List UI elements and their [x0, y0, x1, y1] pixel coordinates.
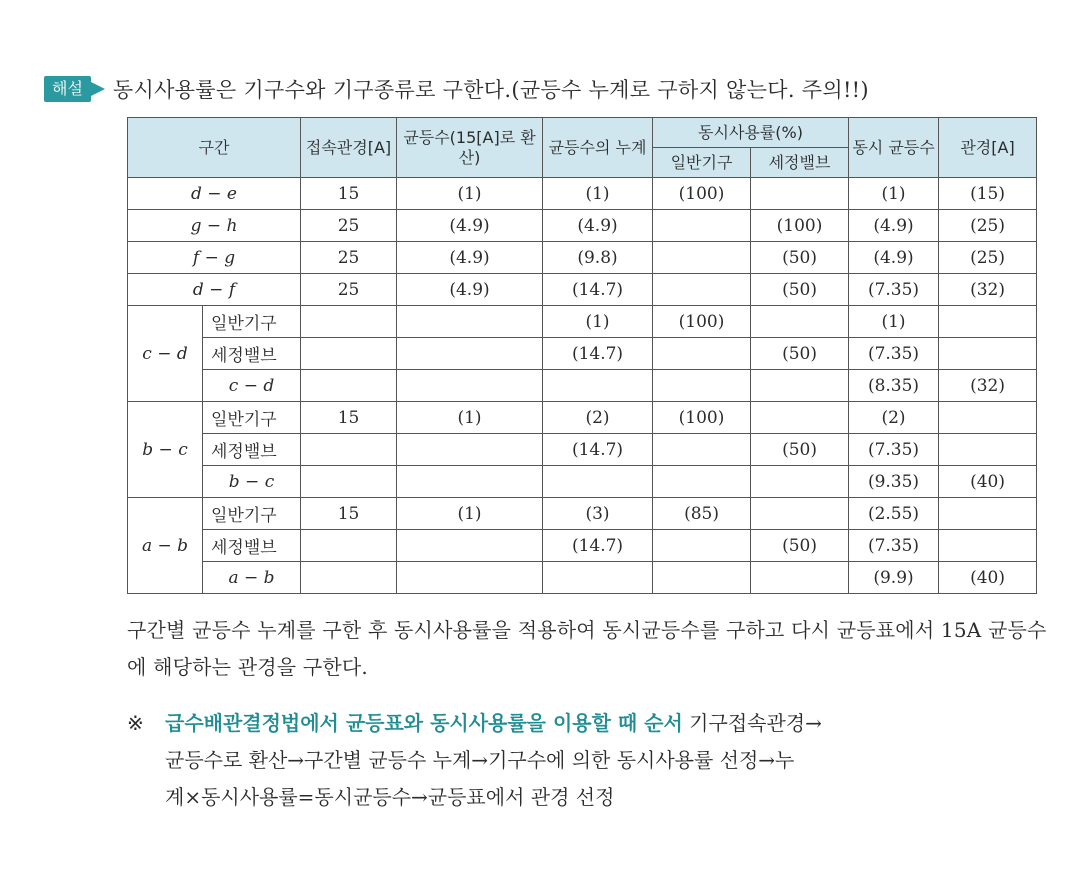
header-flush: 세정밸브: [751, 148, 849, 178]
table-row: c − d 일반기구 (1) (100) (1): [128, 306, 1037, 338]
table-row: 세정밸브 (14.7) (50) (7.35): [128, 338, 1037, 370]
reference-mark: ※: [127, 711, 144, 735]
header-eq: 균등수(15[A]로 환산): [397, 118, 543, 178]
table-row: c − d (8.35) (32): [128, 370, 1037, 402]
table-row: 세정밸브 (14.7) (50) (7.35): [128, 434, 1037, 466]
header-conn: 접속관경[A]: [301, 118, 397, 178]
header-section: 구간: [128, 118, 301, 178]
table-row: d − e 15 (1) (1) (100) (1) (15): [128, 178, 1037, 210]
pipe-sizing-table: [127, 117, 1037, 594]
procedure-step-3: 계×동시사용률=동시균등수→균등표에서 관경 선정: [165, 785, 615, 809]
intro-text: 동시사용률은 기구수와 기구종류로 구한다.(균등수 누계로 구하지 않는다. 주의!!): [112, 78, 869, 102]
table-row: a − b (9.9) (40): [128, 562, 1037, 594]
table-row: d − f 25 (4.9) (14.7) (50) (7.35) (32): [128, 274, 1037, 306]
table-row: g − h 25 (4.9) (4.9) (100) (4.9) (25): [128, 210, 1037, 242]
explanation-badge: 해설: [44, 76, 91, 102]
explanation-header: [44, 74, 869, 104]
group-label-bc: b − c: [128, 402, 203, 498]
table-row: b − c (9.35) (40): [128, 466, 1037, 498]
table-row: 세정밸브 (14.7) (50) (7.35): [128, 530, 1037, 562]
header-usage: 동시사용률(%): [653, 118, 849, 148]
table-row: b − c 일반기구 15 (1) (2) (100) (2): [128, 402, 1037, 434]
group-label-cd: c − d: [128, 306, 203, 402]
header-general: 일반기구: [653, 148, 751, 178]
procedure-step-2: 균등수로 환산→구간별 균등수 누계→기구수에 의한 동시사용률 선정→누: [165, 748, 795, 772]
table-row: f − g 25 (4.9) (9.8) (50) (4.9) (25): [128, 242, 1037, 274]
procedure-step-1: 기구접속관경→: [682, 711, 822, 735]
header-simul: 동시 균등수: [849, 118, 939, 178]
explanation-paragraph: 구간별 균등수 누계를 구한 후 동시사용률을 적용하여 동시균등수를 구하고 다시 균등표에서 15A 균등수에 해당하는 관경을 구한다.: [127, 618, 1047, 679]
procedure-highlight: 급수배관결정법에서 균등표와 동시사용률을 이용할 때 순서: [165, 711, 683, 735]
group-label-ab: a − b: [128, 498, 203, 594]
header-cum: 균등수의 누계: [543, 118, 653, 178]
table-row: a − b 일반기구 15 (1) (3) (85) (2.55): [128, 498, 1037, 530]
procedure-note: [127, 705, 1057, 816]
header-pipe: 관경[A]: [939, 118, 1037, 178]
